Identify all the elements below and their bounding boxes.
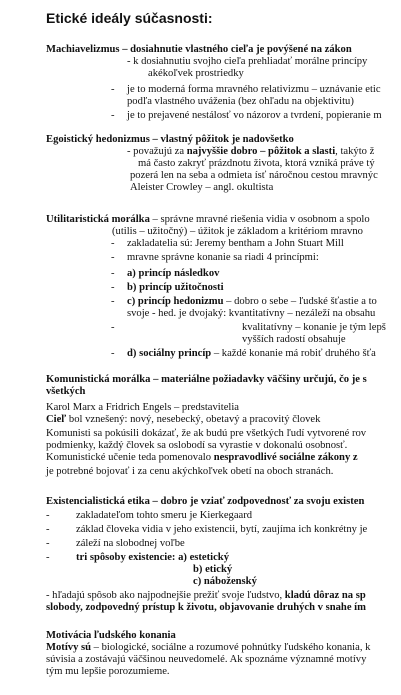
text-line: Karol Marx a Fridrich Engels – predstavitelia	[46, 402, 239, 413]
text-line: Komunisti sa pokúsili dokázať, že ak budú pre všetkých ľudí vytvorené rov	[46, 428, 367, 439]
section-heading-komunisticka: Komunistická morálka – materiálne požiadavky väčšiny určujú, čo je s	[46, 374, 367, 385]
section-heading-egoisticky-hedonizmus: Egoistický hedonizmus – vlastný pôžitok je nadovšetko	[46, 134, 294, 145]
text-line: tri spôsoby existencie: a) estetický	[76, 552, 229, 563]
text-line: Cieľ bol vznešený: nový, nesebecký, obetavý a pracovitý človek	[46, 414, 321, 425]
text-line: - k dosiahnutiu svojho cieľa prehliadať morálne princípy	[127, 56, 368, 67]
text-line: záleží na slobodnej voľbe	[76, 538, 185, 549]
list-dash: -	[111, 252, 115, 263]
text-line: pozerá len na seba a odmieta ísť náročnou cestou mravnýc	[130, 170, 378, 181]
text-line: má často zakryť prázdnotu života, ktorá vzniká práve tý	[138, 158, 375, 169]
text-line: podľa vlastného uváženia (bez ohľadu na objektivitu)	[127, 96, 354, 107]
text-line: podmienky, každý človek sa oslobodí sa vyrastie v dokonalú osobnosť.	[46, 440, 348, 451]
text-line: základ človeka vidia v jeho existencii, bytí, zaujíma ich konkrétny je	[76, 524, 368, 535]
text-line: zakladateľom tohto smeru je Kierkegaard	[76, 510, 253, 521]
text-line: d) sociálny princíp – každé konanie má robiť druhého šťa	[127, 348, 376, 359]
list-dash: -	[111, 296, 115, 307]
section-heading-utilitaristicka: Utilitaristická morálka – správne mravné riešenia vidia v osobnom a spolo	[46, 214, 370, 225]
list-dash: -	[111, 348, 115, 359]
text-line: je to prejavené nestálosť vo názorov a tvrdení, popieranie m	[127, 110, 382, 121]
text-line: a) princíp následkov	[127, 268, 220, 279]
list-dash: -	[46, 538, 50, 549]
list-dash: -	[111, 110, 115, 121]
section-heading-machiavelizmus: Machiavelizmus – dosiahnutie vlastného cieľa je povýšené na zákon	[46, 44, 352, 55]
text-line: b) etický	[193, 564, 233, 575]
section-heading-existencialisticka: Existencialistická etika – dobro je vziať zodpovednosť za svoju existen	[46, 496, 365, 507]
text-line: b) princíp užitočnosti	[127, 282, 224, 293]
list-dash: -	[46, 510, 50, 521]
list-dash: -	[111, 238, 115, 249]
section-heading-motivacia: Motivácia ľudského konania	[46, 630, 176, 641]
text-line: svoje - hed. je dvojaký: kvantitatívny – nezáleží na obsahu	[127, 308, 376, 319]
text-line: Motívy sú – biologické, sociálne a rozumové pohnútky ľudského konania, k	[46, 642, 371, 653]
list-dash: -	[111, 282, 115, 293]
text-line: akékoľvek prostriedky	[148, 68, 244, 79]
page-title: Etické ideály súčasnosti:	[46, 10, 213, 26]
text-line: je potrebné bojovať i za cenu akýchkoľvek obetí na oboch stranách.	[46, 466, 334, 477]
list-dash: -	[46, 524, 50, 535]
text-line: súvisia a zostávajú väčšinou neuvedomelé. Ak spoznáme významné motívy	[46, 654, 367, 665]
text-line: - považujú za najvyššie dobro – pôžitok a slasti, takýto ž	[127, 146, 375, 157]
list-dash: -	[46, 552, 50, 563]
text-line: je to moderná forma mravného relativizmu – uznávanie etic	[127, 84, 381, 95]
section-heading-continued: všetkých	[46, 386, 86, 397]
text-line: mravne správne konanie sa riadi 4 princípmi:	[127, 252, 319, 263]
text-line: - hľadajú spôsob ako najpodnejšie prežiť svoje ľudstvo, kladú dôraz na sp	[46, 590, 366, 601]
text-line: tým mu lepšie porozumieme.	[46, 666, 170, 677]
text-line: vyšších radostí obsahuje	[242, 334, 346, 345]
text-line: kvalitatívny – konanie je tým lepš	[242, 322, 386, 333]
text-line: Aleister Crowley – angl. okultista	[130, 182, 274, 193]
text-line: zakladatelia sú: Jeremy bentham a John Stuart Mill	[127, 238, 344, 249]
list-dash: -	[111, 84, 115, 95]
text-line: c) princíp hedonizmu – dobro o sebe – ľudské šťastie a to	[127, 296, 377, 307]
text-line: slobody, zodpovedný prístup k životu, objavovanie druhých v snahe ím	[46, 602, 366, 613]
text-line: Komunistické učenie teda pomenovalo nespravodlivé sociálne zákony z	[46, 452, 358, 463]
text-line: (utilis – užitočný) – úžitok je základom a kritériom mravno	[112, 226, 363, 237]
text-line: c) náboženský	[193, 576, 257, 587]
list-dash: -	[111, 268, 115, 279]
list-dash: -	[111, 322, 115, 333]
